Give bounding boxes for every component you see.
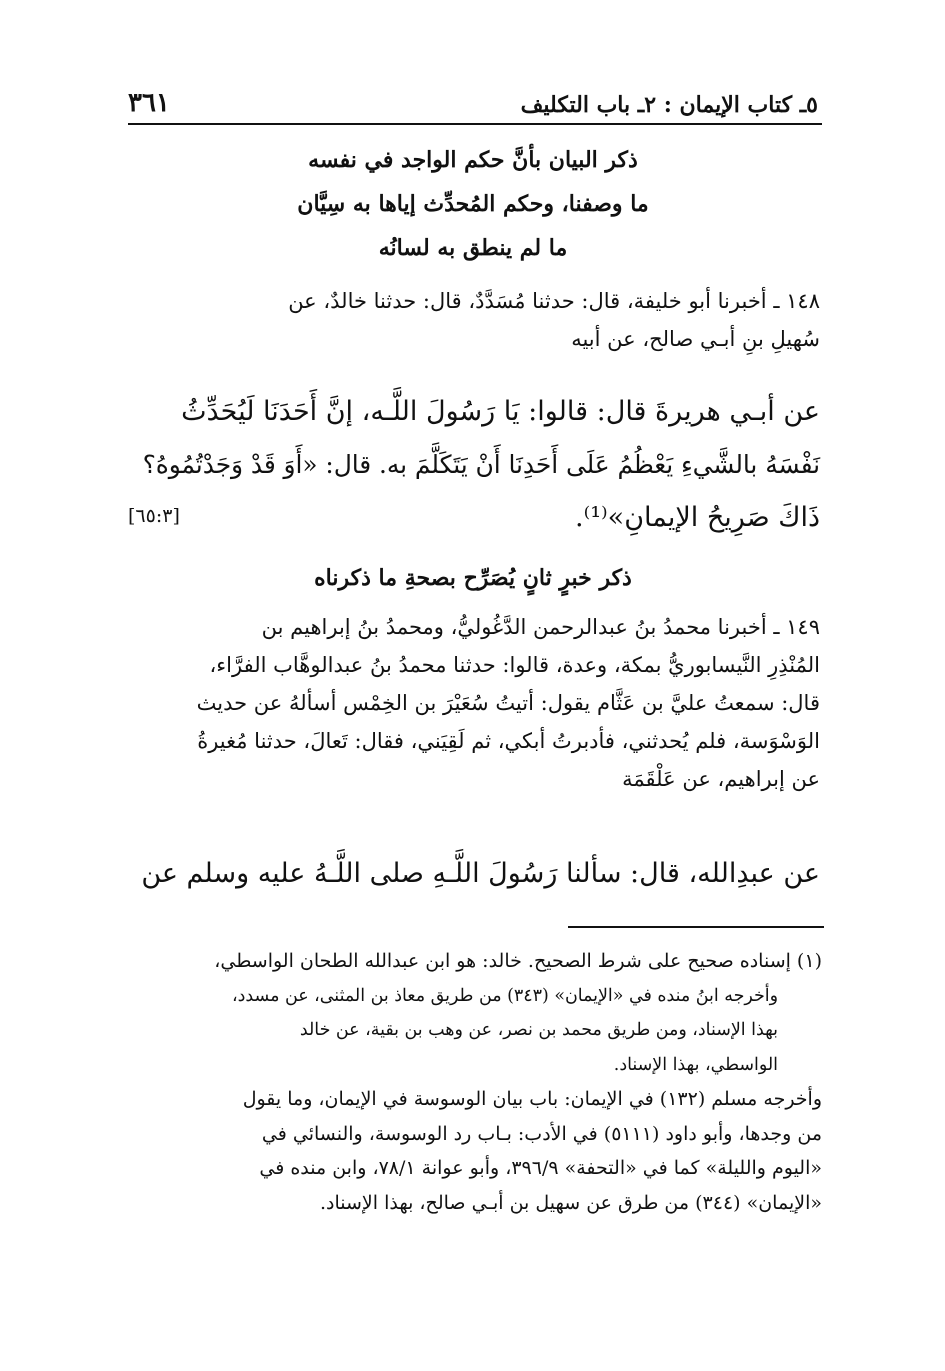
heading-line: ما لم ينطق به لسانُه (378, 235, 568, 261)
hadith-149-matn (128, 847, 820, 900)
page-number: ٣٦١ (128, 88, 170, 118)
running-head: ٥ـ كتاب الإيمان : ٢ـ باب التكليف (520, 92, 818, 118)
footnote-line: وأخرجه مسلم (١٣٢) في الإيمان: باب بيان الوسوسة في الإيمان، وما يقول (242, 1088, 822, 1110)
hadith-148-matn (128, 385, 820, 544)
text-line: نَفْسَهُ بالشَّيءِ يَعْظُمُ عَلَى أَحَدِنَا أَنْ يَتَكَلَّمَ به. قال: «أَوَ قَدْ وَجَدْتُمُوهُ؟ (142, 450, 820, 479)
chapter-heading-2: ذكر خبرٍ ثانٍ يُصَرِّح بصحةِ ما ذكرناه (314, 565, 632, 591)
footnote-rule (568, 926, 824, 928)
hadith-148-chain (128, 282, 820, 358)
text-line: ١٤٩ ـ أخبرنا محمدُ بنُ عبدالرحمن الدَّغُوليُّ، ومحمدُ بنُ إبراهيم بن (261, 615, 820, 639)
chapter-heading-1 (128, 138, 818, 270)
footnote-line: «الإيمان» (٣٤٤) من طرق عن سهيل بن أبـي صالح، بهذا الإسناد. (319, 1191, 822, 1214)
footnotes (128, 944, 822, 1220)
footnote-line: الواسطي، بهذا الإسناد. (613, 1054, 778, 1075)
heading-line: ذكر البيان بأنَّ حكم الواجد في نفسه (308, 147, 638, 173)
text-line: عن أبـي هريرةَ قال: قالوا: يَا رَسُولَ اللَّـه، إنَّ أَحَدَنَا لَيُحَدِّثُ (181, 396, 820, 427)
hadith-148-reference: [٦٥:٣] (128, 505, 180, 527)
footnote-line: وأخرجه ابنُ منده في «الإيمان» (٣٤٣) من طريق معاذ بن المثنى، عن مسدد، (232, 985, 778, 1006)
footnote-line: من وجدها، وأبو داود (٥١١١) في الأدب: بـاب رد الوسوسة، والنسائي في (261, 1122, 822, 1145)
text-line: عن إبراهيم، عن عَلْقَمَة (622, 767, 820, 791)
text-line: ١٤٨ ـ أخبرنا أبو خليفة، قال: حدثنا مُسَدَّدٌ، قال: حدثنا خالدٌ، عن (288, 289, 820, 313)
heading-line: ما وصفنا، وحكم المُحدِّث إياها به سِيَّان (297, 191, 649, 217)
footnote-line: (١) إسناده صحيح على شرط الصحيح. خالد: هو ابن عبدالله الطحان الواسطي، (214, 950, 822, 972)
text-line: عن عبدِالله، قال: سألنا رَسُولَ اللَّـهِ صلى اللَّـهُ عليه وسلم عن (141, 858, 820, 889)
header-rule (128, 123, 822, 125)
footnote-line: بهذا الإسناد، ومن طريق محمد بن نصر، عن وهب بن بقية، عن خالد (299, 1020, 778, 1040)
text-line: المُنْذِرِ النَّيسابوريُّ بمكة، وعدة، قالوا: حدثنا محمدُ بنُ عبدالوهَّاب الفرَّاء، (209, 653, 820, 677)
page-header (128, 78, 818, 118)
footnote-line: «اليوم والليلة» كما في «التحفة» ٣٩٦/٩، وأبو عوانة ٧٨/١، وابن منده في (259, 1157, 822, 1179)
text-line: الوَسْوَسة، فلم يُحدثني، فأدبرتُ أبكي، ثم لَقِيَني، فقال: تَعالَ، حدثنا مُغيرةُ (197, 729, 820, 753)
text-line: سُهيلِ بنِ أبـي صالح، عن أبيه (571, 327, 820, 351)
hadith-149-chain (128, 608, 820, 798)
text-line: ذَاكَ صَرِيحُ الإيمانِ»⁽¹⁾. (575, 502, 820, 533)
text-line: قال: سمعتُ عليَّ بن عَثَّام يقول: أتيتُ سُعَيْرَ بن الخِمْس أسألهُ عن حديث (196, 691, 820, 715)
